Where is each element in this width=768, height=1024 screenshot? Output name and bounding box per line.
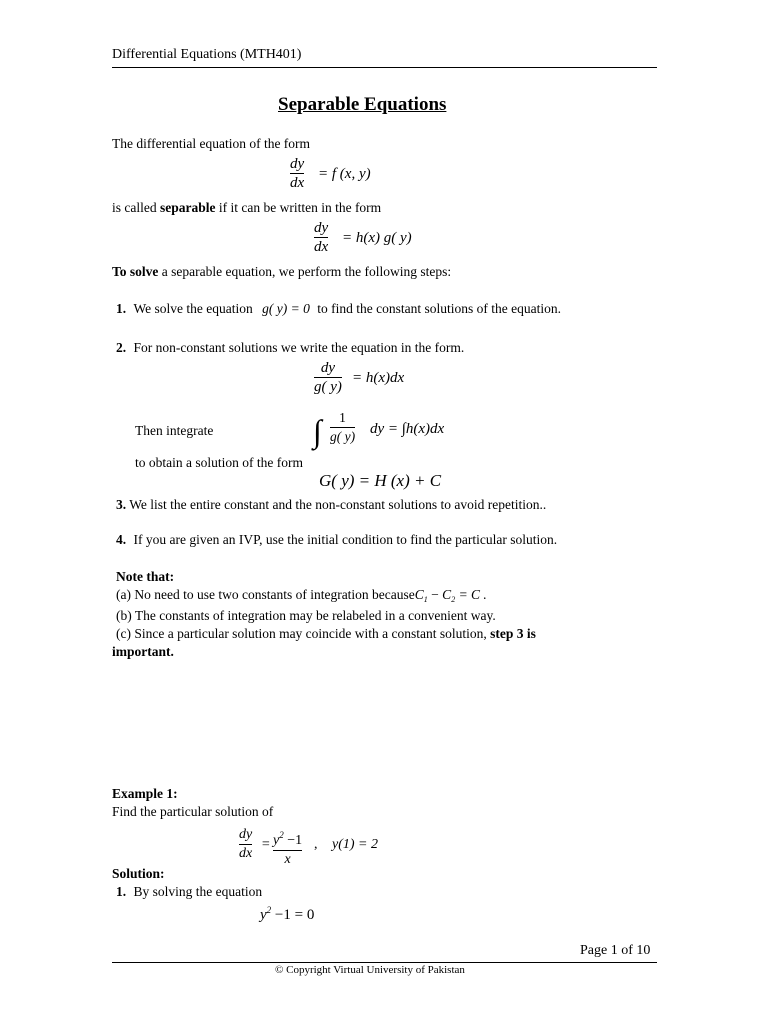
- solution-heading: Solution:: [112, 866, 165, 881]
- step-4-text: If you are given an IVP, use the initial condition to find the particular solution.: [133, 532, 558, 547]
- constant-c: C: [442, 587, 452, 602]
- step-3-number: 3.: [116, 497, 127, 512]
- minus-one: −1: [283, 833, 303, 848]
- running-header: Differential Equations (MTH401): [112, 47, 302, 62]
- obtain-solution-line: to obtain a solution of the form: [135, 455, 303, 470]
- step-4: [116, 532, 557, 548]
- s2-numerator: dy: [320, 360, 336, 376]
- eq2-denominator: dx: [314, 239, 329, 255]
- step-1-number: 1.: [116, 301, 127, 316]
- page-title: Separable Equations: [278, 94, 447, 115]
- note-a-c1: [415, 587, 428, 602]
- minus-sign: −: [427, 587, 443, 602]
- note-a-c2: [442, 587, 455, 602]
- copyright: © Copyright Virtual University of Pakistan: [275, 964, 465, 976]
- var-y: y: [260, 907, 267, 923]
- intro-line-1: The differential equation of the form: [112, 136, 311, 151]
- step-1: [116, 301, 561, 317]
- eq1-denominator: dx: [290, 175, 305, 191]
- intro-line-2-pre: is called: [112, 200, 160, 215]
- solution-step-1-number: 1.: [116, 884, 127, 899]
- note-a: [116, 587, 487, 604]
- example-lhs-denominator: dx: [239, 846, 253, 861]
- integral-denominator: g( y): [330, 429, 356, 444]
- solution-step-1-text: By solving the equation: [133, 884, 263, 899]
- example-equals: =: [261, 837, 271, 852]
- integral-fraction: [330, 409, 355, 446]
- constant-c: C: [414, 587, 424, 602]
- equals-c: = C .: [455, 587, 487, 602]
- superscript-2: 2: [279, 830, 284, 840]
- step-2: [116, 340, 464, 356]
- subscript-2: 2: [451, 595, 456, 604]
- example-comma: ,: [314, 837, 318, 852]
- step-3: [116, 497, 546, 513]
- example-rhs-numerator: [273, 826, 302, 850]
- step-2-number: 2.: [116, 340, 127, 355]
- step-4-number: 4.: [116, 532, 127, 547]
- example-heading: Example 1:: [112, 786, 178, 801]
- superscript-2: 2: [266, 905, 272, 915]
- integral-rhs: dy = ∫h(x)dx: [370, 421, 445, 437]
- step-1-text-a: We solve the equation: [133, 301, 253, 316]
- equation-2-rhs: = h(x) g( y): [342, 230, 412, 246]
- eq1-numerator: dy: [290, 156, 305, 172]
- step-2-text: For non-constant solutions we write the equation in the form.: [133, 340, 465, 355]
- intro-line-2: [112, 200, 381, 216]
- step-1-text-b: to find the constant solutions of the equation.: [317, 301, 561, 316]
- step-3-text: We list the entire constant and the non-constant solutions to avoid repetition..: [129, 497, 547, 512]
- note-heading: Note that:: [116, 569, 175, 584]
- general-solution: G( y) = H (x) + C: [319, 471, 442, 490]
- note-c-text: (c) Since a particular solution may coincide with a constant solution,: [116, 626, 491, 641]
- equation-2-fraction: [314, 219, 328, 256]
- example-rhs-fraction: [273, 826, 302, 869]
- step-2-equation-rhs: = h(x)dx: [352, 370, 405, 386]
- equation-1-fraction: [290, 155, 304, 192]
- footer-rule: [112, 962, 657, 963]
- note-c-bold: step 3 is: [490, 626, 536, 641]
- page-number: Page 1 of 10: [580, 943, 651, 958]
- separable-term: separable: [159, 200, 216, 215]
- solution-equation: [260, 905, 314, 924]
- example-rhs-denominator: x: [284, 852, 291, 867]
- solution-step-1: [116, 884, 262, 900]
- var-y: y: [273, 833, 280, 848]
- to-solve-rest: a separable equation, we perform the following steps:: [158, 264, 452, 279]
- note-c-continued: important.: [112, 644, 174, 659]
- to-solve-line: [112, 264, 451, 280]
- eq2-numerator: dy: [314, 220, 329, 236]
- s2-denominator: g( y): [314, 379, 342, 395]
- example-lhs-numerator: dy: [239, 827, 253, 842]
- initial-condition: y(1) = 2: [332, 837, 378, 852]
- subscript-1: 1: [423, 595, 428, 604]
- note-c: [116, 626, 536, 642]
- example-prompt: Find the particular solution of: [112, 804, 274, 819]
- to-solve-bold: To solve: [112, 264, 159, 279]
- example-lhs-fraction: [239, 826, 252, 863]
- equation-1-rhs: = f (x, y): [318, 166, 371, 182]
- integral-numerator: 1: [339, 410, 346, 425]
- header-rule: [112, 67, 657, 68]
- intro-line-2-post: if it can be written in the form: [215, 200, 382, 215]
- note-b: (b) The constants of integration may be relabeled in a convenient way.: [116, 608, 496, 623]
- step-2-equation-fraction: [314, 359, 342, 396]
- integral-sign: ∫: [313, 413, 322, 449]
- then-integrate-label: Then integrate: [135, 423, 214, 438]
- equation-rest: −1 = 0: [271, 907, 315, 923]
- note-a-text: (a) No need to use two constants of integration because: [116, 587, 415, 602]
- step-1-math: g( y) = 0: [262, 301, 310, 316]
